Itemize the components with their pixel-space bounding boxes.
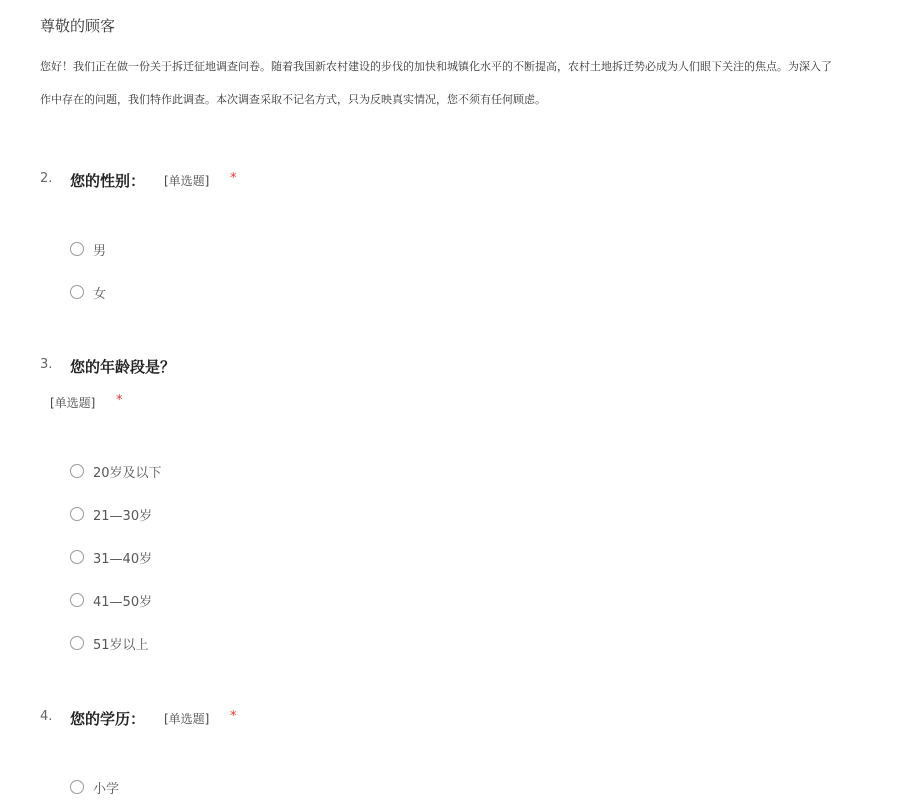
radio-button[interactable] — [70, 285, 84, 299]
radio-button[interactable] — [70, 464, 84, 478]
greeting-heading: 尊敬的顾客 — [40, 17, 116, 35]
radio-button[interactable] — [70, 507, 84, 521]
option-male[interactable] — [70, 240, 106, 258]
option-label: 女 — [93, 286, 107, 302]
intro-text-line-2: 作中存在的问题，我们特作此调查。本次调查采取不记名方式，只为反映真实情况，您不须有任何顾虑。 — [40, 93, 546, 106]
option-age-41-50[interactable] — [70, 591, 152, 609]
question-title: 您的学历： — [70, 710, 146, 728]
question-number: 4. — [40, 709, 53, 724]
option-label: 31—40岁 — [93, 551, 153, 567]
option-label: 小学 — [93, 781, 120, 797]
option-label: 20岁及以下 — [93, 465, 162, 481]
question-number: 3. — [40, 357, 53, 372]
option-label: 51岁以上 — [93, 637, 149, 653]
option-label: 21—30岁 — [93, 508, 153, 524]
question-title: 您的年龄段是？ — [70, 358, 176, 376]
option-female[interactable] — [70, 283, 106, 301]
question-title: 您的性别： — [70, 172, 146, 190]
question-type-label: [单选题] — [50, 396, 96, 410]
option-age-20-below[interactable] — [70, 462, 162, 480]
radio-button[interactable] — [70, 242, 84, 256]
option-age-21-30[interactable] — [70, 505, 152, 523]
radio-button[interactable] — [70, 593, 84, 607]
required-marker: * — [230, 171, 237, 186]
option-primary-school[interactable] — [70, 778, 119, 796]
radio-button[interactable] — [70, 550, 84, 564]
option-age-51-above[interactable] — [70, 634, 149, 652]
option-label: 男 — [93, 243, 107, 259]
radio-button[interactable] — [70, 636, 84, 650]
radio-button[interactable] — [70, 780, 84, 794]
question-number: 2. — [40, 171, 53, 186]
option-label: 41—50岁 — [93, 594, 153, 610]
option-age-31-40[interactable] — [70, 548, 152, 566]
required-marker: * — [116, 393, 123, 408]
question-type-label: [单选题] — [164, 174, 210, 188]
intro-text-line-1: 您好！我们正在做一份关于拆迁征地调查问卷。随着我国新农村建设的步伐的加快和城镇化水平的不断提高，农村土地拆迁势必成为人们眼下关注的焦点。为深入了 — [40, 60, 832, 73]
required-marker: * — [230, 709, 237, 724]
question-type-label: [单选题] — [164, 712, 210, 726]
